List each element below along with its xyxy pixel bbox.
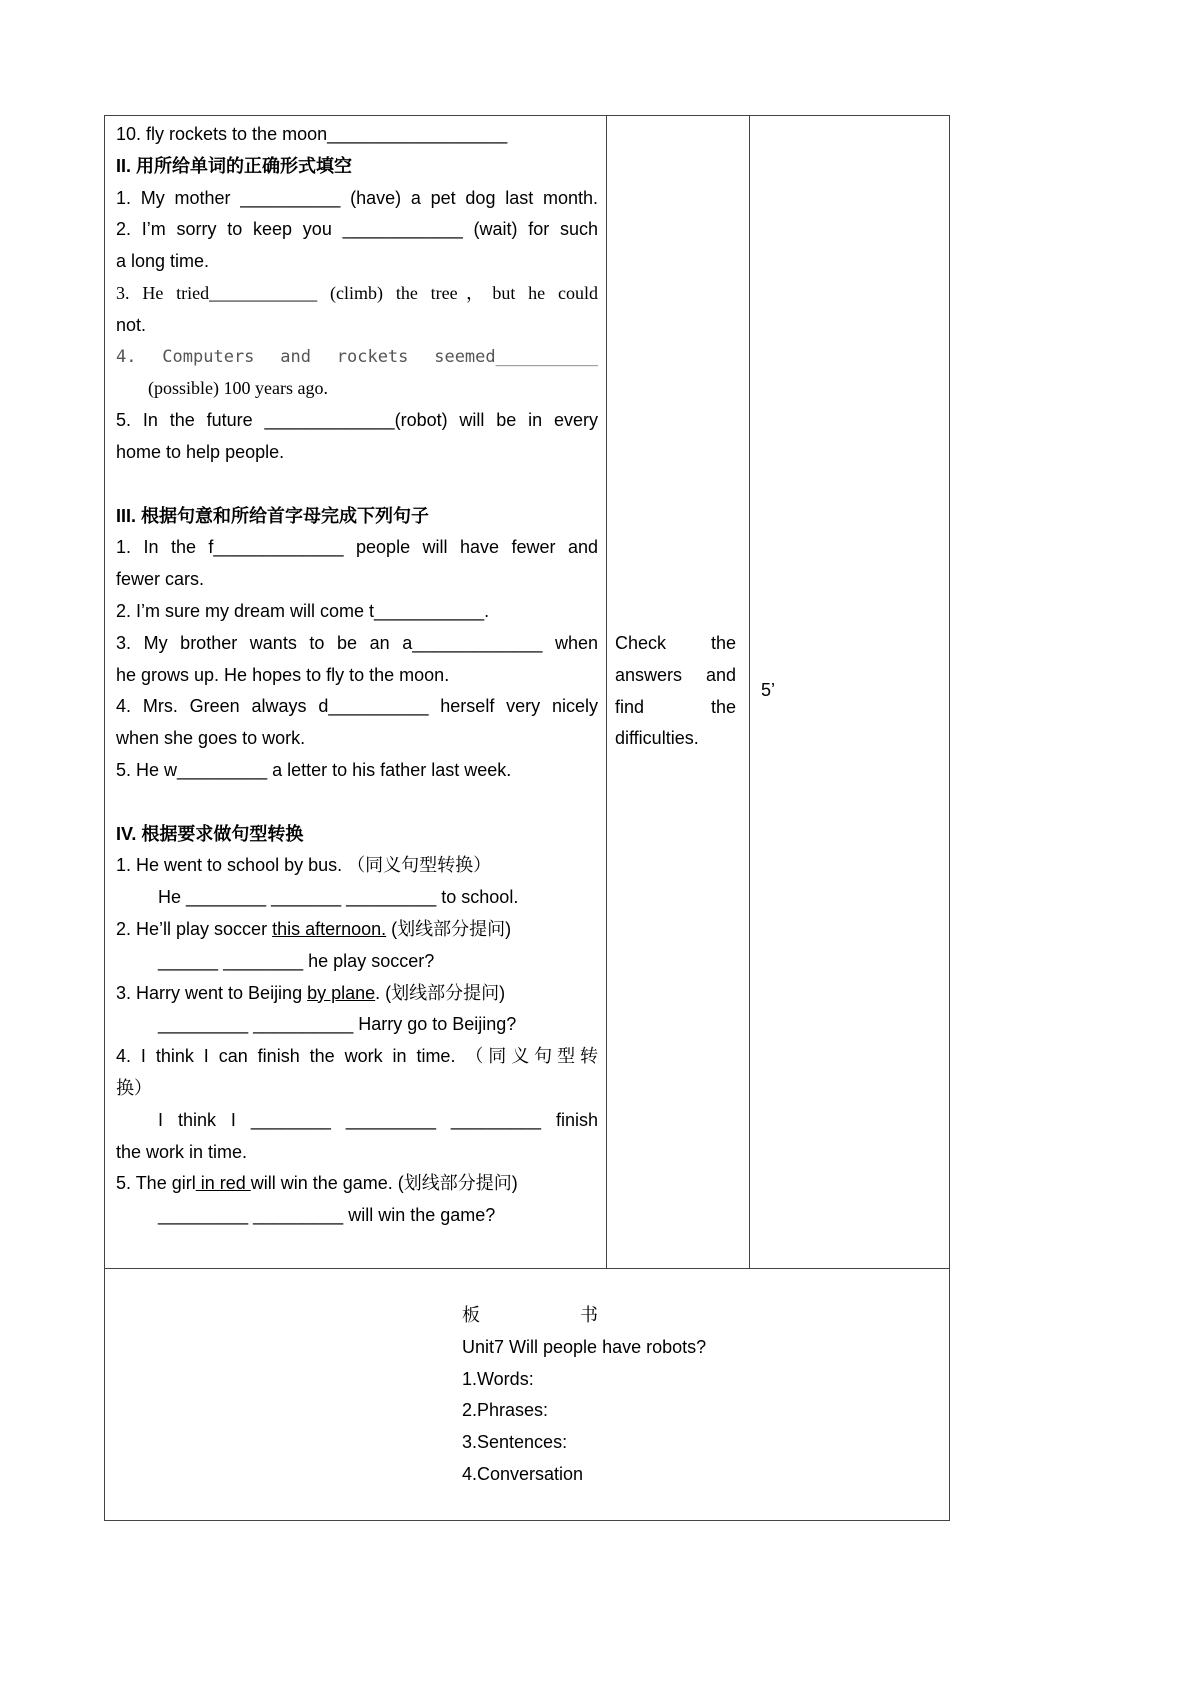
s2-item-3: 3. He tried____________ (climb) the tree，but he could xyxy=(116,282,598,303)
s4-item-3-answer: _________ __________ Harry go to Beijing? xyxy=(158,1014,517,1035)
s3-item-3: 3. My brother wants to be an a_____________ when xyxy=(116,632,598,653)
s2-item-2: 2. I’m sorry to keep you ____________ (wait) for such xyxy=(116,219,598,240)
activity-line-3: find the xyxy=(615,696,736,717)
exercise-item-10: 10. fly rockets to the moon__________________ xyxy=(116,124,508,144)
board-item-phrases: 2.Phrases: xyxy=(462,1400,549,1421)
s3-item-3-cont: he grows up. He hopes to fly to the moon. xyxy=(116,664,450,685)
s2-item-3-cont: not. xyxy=(116,314,147,335)
s4-item-1: 1. He went to school by bus. （同义句型转换） xyxy=(116,855,492,876)
s4-item-4-answer-cont: the work in time. xyxy=(116,1141,248,1162)
s3-item-1-cont: fewer cars. xyxy=(116,569,205,590)
s4-item-3-underline: by plane xyxy=(307,982,376,1003)
row-divider xyxy=(105,1268,949,1269)
s4-item-5 xyxy=(116,1168,598,1200)
board-title xyxy=(462,1300,706,1332)
board-title-right: 书 xyxy=(580,1305,598,1326)
spacer xyxy=(116,469,598,501)
exercise-cell xyxy=(116,119,598,1232)
s4-item-2 xyxy=(116,914,598,946)
s3-item-4-cont: when she goes to work. xyxy=(116,728,306,749)
section-2-heading: II. 用所给单词的正确形式填空 xyxy=(116,155,353,176)
s4-item-4: 4. I think I can finish the work in time. （同义句型转 xyxy=(116,1046,598,1067)
s2-item-5: 5. In the future _____________(robot) will be in every xyxy=(116,410,598,431)
s4-item-2-answer: ______ ________ he play soccer? xyxy=(158,950,435,971)
board-title-left: 板 xyxy=(462,1305,480,1326)
s4-item-3-text: 3. Harry went to Beijing xyxy=(116,982,308,1003)
s4-item-2-note: (划线部分提问) xyxy=(386,918,512,939)
s2-item-5-cont: home to help people. xyxy=(116,441,285,462)
activity-line-2: answers and xyxy=(615,664,736,685)
board-item-words: 1.Words: xyxy=(462,1368,534,1389)
activity-cell xyxy=(615,628,736,755)
s4-item-4-answer: I think I ________ _________ _________ finish xyxy=(158,1109,598,1130)
activity-line-4: difficulties. xyxy=(615,728,699,749)
board-item-conversation: 4.Conversation xyxy=(462,1463,584,1484)
s4-item-3 xyxy=(116,978,598,1010)
s4-item-5-text: 5. The girl xyxy=(116,1173,196,1194)
s3-item-5: 5. He w_________ a letter to his father last week. xyxy=(116,759,512,780)
s4-item-1-answer: He ________ _______ _________ to school. xyxy=(158,887,519,908)
time-cell: 5’ xyxy=(761,680,776,700)
s4-item-2-underline: this afternoon. xyxy=(272,918,387,939)
board-item-sentences: 3.Sentences: xyxy=(462,1432,568,1453)
s3-item-2: 2. I’m sure my dream will come t___________. xyxy=(116,600,490,621)
s4-item-2-text: 2. He’ll play soccer xyxy=(116,918,273,939)
activity-line-1: Check the xyxy=(615,633,736,653)
section-4-heading: IV. 根据要求做句型转换 xyxy=(116,823,304,844)
s4-item-5-note: will win the game. (划线部分提问) xyxy=(250,1173,518,1194)
column-divider-1 xyxy=(606,116,607,1268)
board-unit: Unit7 Will people have robots? xyxy=(462,1336,707,1357)
s4-item-5-underline: in red xyxy=(195,1173,251,1194)
section-3-heading: III. 根据句意和所给首字母完成下列句子 xyxy=(116,505,430,526)
s3-item-1: 1. In the f_____________ people will have fewer and xyxy=(116,537,598,558)
s4-item-5-answer: _________ _________ will win the game? xyxy=(158,1205,496,1226)
s2-item-2-cont: a long time. xyxy=(116,251,210,272)
spacer xyxy=(116,787,598,819)
s2-item-1: 1. My mother __________ (have) a pet dog last month. xyxy=(116,187,598,208)
s2-item-4-cont: (possible) 100 years ago. xyxy=(148,378,328,399)
column-divider-2 xyxy=(749,116,750,1268)
blackboard-section xyxy=(462,1300,706,1491)
s3-item-4: 4. Mrs. Green always d__________ herself very nicely xyxy=(116,696,598,717)
s4-item-4-cont: 换） xyxy=(116,1077,152,1098)
s4-item-3-note: . (划线部分提问) xyxy=(375,982,506,1003)
s2-item-4: 4. Computers and rockets seemed__________ xyxy=(116,346,598,367)
